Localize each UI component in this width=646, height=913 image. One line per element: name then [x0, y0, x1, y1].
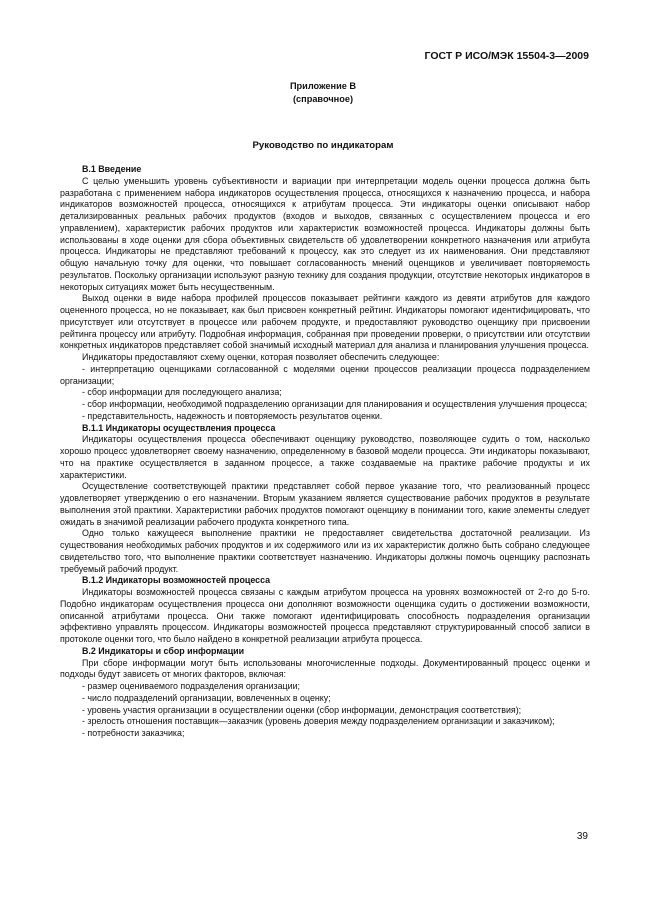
appendix-title: Приложение В	[289, 81, 357, 91]
section-heading: В.1.1 Индикаторы осуществления процесса	[82, 422, 276, 433]
document-title: Руководство по индикаторам	[252, 140, 394, 151]
paragraph: Одно только кажущееся выполнение практики не предоставляет свидетельства достаточной реализации. Из существования необходимых рабочих продуктов и их содержимого или из их характеристик должно быть собрано следующее свидетельство того, что выполнение практики соответствует назначению. Индикаторы должны помочь оценщику распознать требуемый рабочий продукт.	[60, 528, 590, 574]
document-code: ГОСТ Р ИСО/МЭК 15504-3—2009	[424, 50, 589, 62]
paragraph: - уровень участия организации в осуществлении оценки (сбор информации, демонстрация соответствия);	[82, 704, 522, 715]
paragraph: С целью уменьшить уровень субъективности и вариации при интерпретации модель оценки процесса должна быть разработана с применением набора индикаторов осуществления процесса, относящихся к назначению процесса, и набора индикаторов возможностей процесса, относящихся к атрибутам процесса. Эти индикаторы оценки описывают набор детализированных реальных рабочих продуктов (входов и выходов, связанных с осуществлением процесса и его управлением), характеристик рабочих продуктов или характеристик возможностей процесса. Индикаторы должны быть использованы в ходе оценки для сбора объективных свидетельств об удовлетворении конкретного назначения или атрибута процесса. Индикаторы не представляют требований к процессу, как это следует из их наименования. Они представляют общую начальную точку для оценки, что повышает согласованность мнений оценщиков и увеличивает повторяемость результатов. Поскольку организации используют разную технику для создания продукции, отсутствие некоторых индикаторов в некоторых ситуациях может быть несущественным.	[60, 175, 590, 292]
section-heading: В.1.2 Индикаторы возможностей процесса	[82, 575, 271, 586]
paragraph: - представительность, надежность и повторяемость результатов оценки.	[82, 410, 383, 421]
paragraph: - размер оцениваемого подразделения организации;	[82, 681, 300, 691]
paragraph: При сборе информации могут быть использованы многочисленные подходы. Документированный процесс оценки и подходы будут зависеть от многих факторов, включая:	[60, 657, 590, 680]
paragraph: Осуществление соответствующей практики представляет собой первое указание того, что реализованный процесс удовлетворяет утверждению о его назначении. Вторым указанием является существование рабочих продуктов в результате выполнения этой практики. Характеристики рабочих продуктов помогают оценщику в понимании того, какие элементы следует ожидать в значимой реализации рабочего продукта конкретного типа.	[60, 481, 590, 527]
paragraph: Индикаторы предоставляют схему оценки, которая позволяет обеспечить следующее:	[82, 352, 440, 362]
section-heading: В.1 Введение	[82, 164, 142, 174]
paragraph: - потребности заказчика;	[82, 728, 185, 738]
paragraph: - число подразделений организации, вовлеченных в оценку;	[82, 692, 331, 703]
paragraph: Индикаторы возможностей процесса связаны с каждым атрибутом процесса на уровнях возможностей от 2-го до 5-го. Подобно индикаторам осуществления процесса они дополняют возможности оценщика судить о достижении возможности, описанной атрибутами процесса. Они также помогают идентифицировать способность подразделения организации эффективно управлять процессом. Индикаторы возможностей процесса представляют структурированный способ записи в протоколе оценки того, что было найдено в конкретной реализации атрибута процесса.	[60, 587, 590, 644]
paragraph: - сбор информации для последующего анализа;	[82, 387, 282, 398]
page-number: 39	[576, 831, 588, 842]
document-body	[60, 164, 590, 740]
paragraph: Индикаторы осуществления процесса обеспечивают оценщику руководство, позволяющее судить о том, насколько хорошо процесс удовлетворяет своему назначению, определенному в базовой модели процесса. Эти индикаторы показывают, что на практике осуществляется в заданном процессе, а также создаваемые на практике рабочие продукты и их характеристики.	[60, 434, 590, 480]
paragraph: - интерпретацию оценщиками согласованной с моделями оценки процессов реализации процесса подразделением организации;	[60, 363, 590, 386]
paragraph: Выход оценки в виде набора профилей процессов показывает рейтинги каждого из девяти атрибутов для каждого оцененного процесса, но не показывает, как был присвоен конкретный рейтинг. Индикаторы помогают идентифицировать, что присутствует или отсутствует в процессе или рабочем продукте, и предоставляют руководство оценщику при присвоении рейтинга процессу или атрибуту. Подробная информация, собранная при проведении проверки, о присутствии или отсутствии конкретных индикаторов представляет собой значимый исходный материал для анализа и планирования улучшения процесса.	[60, 293, 590, 351]
paragraph: - зрелость отношения поставщик—заказчик (уровень доверия между подразделением организации и заказчиком);	[82, 716, 555, 727]
paragraph: - сбор информации, необходимой подразделению организации для планирования и осуществления улучшения процесса;	[82, 399, 588, 409]
appendix-subtitle: (справочное)	[292, 94, 353, 104]
section-heading: В.2 Индикаторы и сбор информации	[82, 645, 245, 656]
